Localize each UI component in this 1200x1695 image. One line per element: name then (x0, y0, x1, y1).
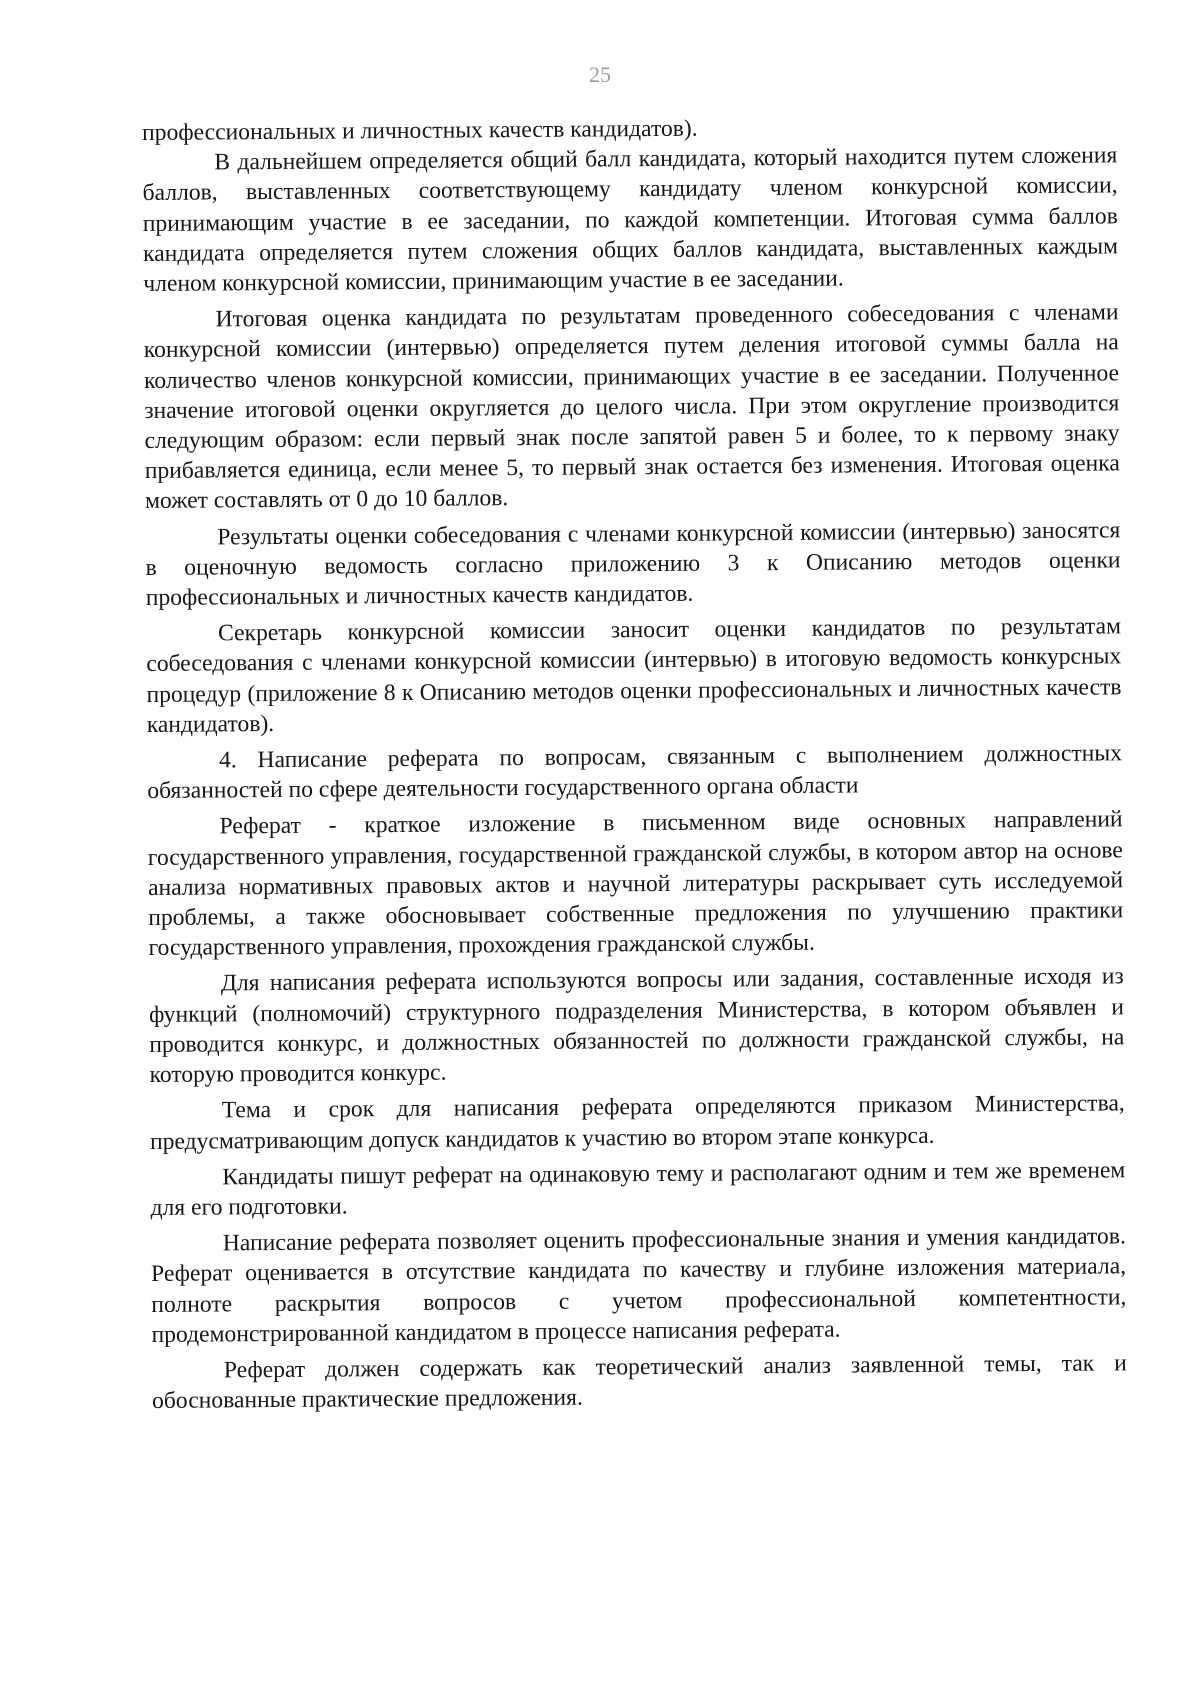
page-number: 25 (589, 62, 611, 87)
paragraph-essay-assessment: Написание реферата позволяет оценить профессиональные знания и умения кандидатов. Реферат оценивается в отсутствие кандидата по качеству и глубине изложения материала, полноте раскрытия вопросов с учетом профессиональной компетентности, продемонстрированной кандидатом в процессе написания реферата. (150, 1223, 1127, 1348)
paragraph-essay-definition: Реферат - краткое изложение в письменном виде основных направлений государственного управления, государственной гражданской службы, в котором автор на основе анализа нормативных правовых актов и научной литературы раскрывает суть исследуемой проблемы, а также обосновывает собственные предложения по улучшению практики государственного управления, прохождения гражданской службы. (147, 806, 1124, 962)
paragraph-final-grade: Итоговая оценка кандидата по результатам проведенного собеседования с членами конкурсной комиссии (интервью) определяется путем деления итоговой суммы балла на количество членов конкурсной комиссии, принимающих участие в ее заседании. Полученное значение итоговой оценки округляется до целого числа. При этом округление производится следующим образом: если первый знак после запятой равен 5 и более, то к первому знаку прибавляется единица, если менее 5, то первый знак остается без изменения. Итоговая оценка может составлять от 0 до 10 баллов. (143, 299, 1120, 515)
paragraph-essay-questions: Для написания реферата используются вопросы или задания, составленные исходя из функций (полномочий) структурного подразделения Министерства, в котором объявлен и проводится конкурс, и должностных обязанностей по должности гражданской службы, на которую проводится конкурс. (148, 963, 1125, 1089)
paragraph-secretary: Секретарь конкурсной комиссии заносит оценки кандидатов по результатам собеседования с членами конкурсной комиссии (интервью) в итоговую ведомость конкурсных процедур (приложение 8 к Описанию методов оценки профессиональных и личностных качеств кандидатов). (146, 613, 1122, 738)
paragraph-total-score: В дальнейшем определяется общий балл кандидата, который находится путем сложения баллов, выставленных соответствующему кандидату членом конкурсной комиссии, принимающим участие в ее заседании, по каждой компетенции. Итоговая сумма баллов кандидата определяется путем сложения общих баллов кандидата, выставленных каждым членом конкурсной комиссии, принимающим участие в ее заседании. (142, 142, 1119, 298)
paragraph-same-topic: Кандидаты пишут реферат на одинаковую тему и располагают одним и тем же временем для его подготовки. (150, 1157, 1126, 1221)
paragraph-interview-results: Результаты оценки собеседования с членами конкурсной комиссии (интервью) заносятся в оценочную ведомость согласно приложению 3 к Описанию методов оценки профессиональных и личностных качеств кандидатов. (145, 516, 1121, 612)
document-body (142, 110, 1127, 1416)
paragraph-essay-topic: Тема и срок для написания реферата определяются приказом Министерства, предусматривающим допуск кандидатов к участию во втором этапе конкурса. (149, 1090, 1125, 1155)
paragraph-continuation: профессиональных и личностных качеств кандидатов). (142, 115, 698, 146)
paragraph-essay-content: Реферат должен содержать как теоретический анализ заявленной темы, так и обоснованные практические предложения. (151, 1350, 1127, 1415)
section-heading-essay: 4. Написание реферата по вопросам, связанным с выполнением должностных обязанностей по сфере деятельности государственного органа области (147, 740, 1123, 805)
